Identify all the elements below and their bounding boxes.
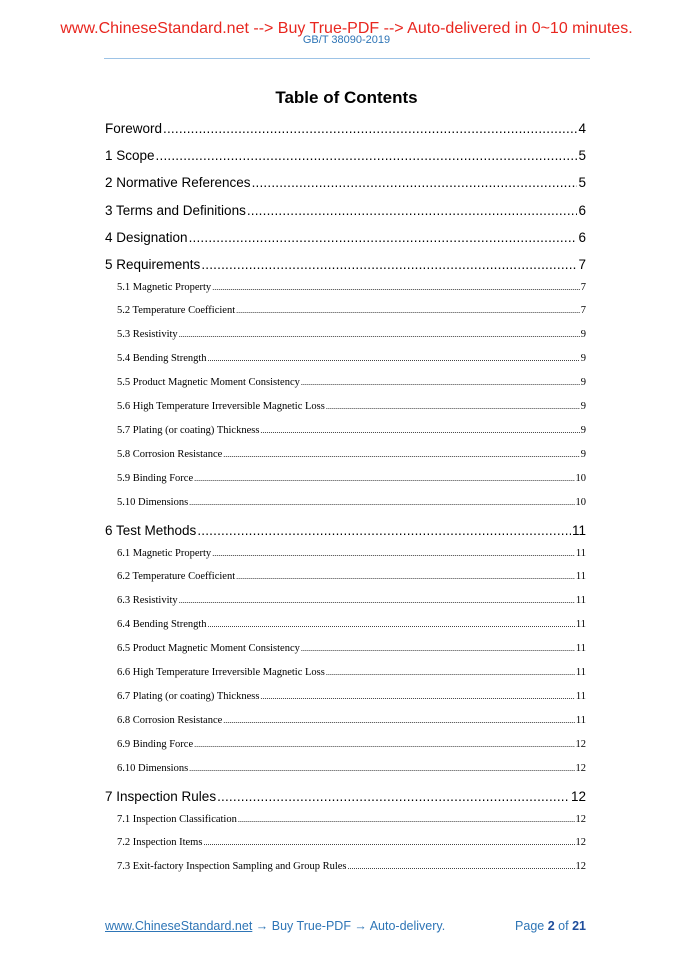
toc-entry-label: 3 Terms and Definitions	[105, 202, 246, 218]
toc-entry-label: 6.4 Bending Strength	[117, 619, 207, 631]
toc-entry-page: 11	[575, 690, 586, 702]
toc-entry-label: 7.1 Inspection Classification	[117, 813, 237, 825]
toc-entry-label: 5.10 Dimensions	[117, 496, 189, 508]
toc-entry-label: 2 Normative References	[105, 175, 251, 191]
toc-entry-page: 11	[575, 619, 586, 631]
toc-entry-label: 5.2 Temperature Coefficient	[117, 305, 236, 317]
toc-dot-leader	[223, 449, 579, 459]
toc-entry-label: 6.6 High Temperature Irreversible Magnetic Loss	[117, 667, 325, 678]
top-banner[interactable]: www.ChineseStandard.net --> Buy True-PDF --> Auto-delivered in 0~10 minutes.	[60, 20, 633, 37]
toc-entry-page: 6	[578, 202, 586, 218]
toc-entry-page: 11	[575, 714, 586, 726]
toc-section-entry[interactable]	[117, 548, 586, 560]
toc-entry-label: 5.7 Plating (or coating) Thickness	[117, 424, 260, 436]
toc-entry-page: 4	[578, 121, 586, 136]
toc-entry-label: 6.1 Magnetic Property	[117, 547, 212, 559]
toc-dot-leader	[212, 548, 575, 558]
toc-section-entry[interactable]	[117, 329, 586, 341]
toc-entry-page: 5	[578, 148, 586, 164]
toc-section-entry[interactable]	[117, 353, 586, 365]
toc-entry-label: 6.8 Corrosion Resistance	[117, 714, 223, 726]
toc-entry-page: 9	[580, 424, 586, 436]
toc-section-entry[interactable]	[117, 619, 586, 631]
toc-entry-label: Foreword	[105, 121, 163, 136]
toc-entry-label: 5.3 Resistivity	[117, 329, 178, 341]
toc-section-entry[interactable]	[117, 401, 586, 413]
toc-section-entry[interactable]	[117, 739, 586, 751]
toc-dot-leader	[301, 643, 575, 653]
footer-promo: → Buy True-PDF → Auto-delivery.	[255, 919, 446, 933]
toc-entry-page: 11	[575, 643, 586, 655]
toc-entry-page: 9	[580, 448, 586, 460]
toc-chapter-entry[interactable]	[105, 257, 586, 273]
toc-section-entry[interactable]	[117, 377, 586, 389]
standard-number: GB/T 38090-2019	[302, 34, 391, 46]
toc-dot-leader	[223, 715, 575, 725]
toc-chapter-entry[interactable]	[105, 121, 586, 137]
toc-section-entry[interactable]	[117, 449, 586, 461]
toc-entry-page: 11	[575, 571, 586, 583]
toc-entry-page: 11	[575, 595, 586, 607]
toc-entry-label: 7.3 Exit-factory Inspection Sampling and Group Rules	[117, 861, 347, 873]
toc-dot-leader	[179, 595, 575, 605]
toc-entry-label: 5 Requirements	[105, 257, 201, 272]
toc-entry-page: 11	[575, 547, 586, 559]
toc-entry-label: 4 Designation	[105, 229, 188, 245]
toc-section-entry[interactable]	[117, 305, 586, 317]
toc-chapter-entry[interactable]	[105, 203, 586, 219]
toc-entry-label: 6.9 Binding Force	[117, 738, 194, 750]
toc-dot-leader	[189, 763, 574, 773]
toc-dot-leader	[194, 473, 574, 483]
toc-entry-page: 5	[578, 175, 586, 191]
toc-section-entry[interactable]	[117, 667, 586, 679]
toc-entry-page: 9	[580, 377, 586, 389]
toc-dot-leader	[301, 377, 580, 387]
toc-dot-leader	[208, 619, 575, 629]
toc-dot-leader	[212, 282, 580, 292]
toc-entry-label: 5.5 Product Magnetic Moment Consistency	[117, 377, 300, 389]
toc-dot-leader	[201, 257, 577, 273]
toc-entry-label: 6.10 Dimensions	[117, 762, 189, 774]
current-page-number: 2	[547, 919, 555, 933]
toc-section-entry[interactable]	[117, 571, 586, 583]
toc-entry-page: 12	[575, 738, 586, 750]
toc-entry-label: 5.9 Binding Force	[117, 472, 194, 484]
toc-dot-leader	[236, 305, 580, 315]
toc-entry-label: 6.5 Product Magnetic Moment Consistency	[117, 643, 300, 655]
toc-section-entry[interactable]	[117, 497, 586, 509]
toc-dot-leader	[238, 814, 575, 824]
toc-dot-leader	[203, 837, 574, 847]
toc-dot-leader	[236, 571, 575, 581]
toc-chapter-entry[interactable]	[105, 148, 586, 164]
toc-entry-page: 6	[578, 229, 586, 245]
toc-title: Table of Contents	[275, 88, 418, 107]
toc-entry-page: 9	[580, 353, 586, 365]
toc-entry-page: 12	[575, 762, 586, 774]
toc-chapter-entry[interactable]	[105, 230, 586, 246]
toc-section-entry[interactable]	[117, 595, 586, 607]
toc-section-entry[interactable]	[117, 425, 586, 437]
toc-entry-label: 7.2 Inspection Items	[117, 837, 203, 849]
toc-section-entry[interactable]	[117, 814, 586, 826]
toc-entry-label: 6 Test Methods	[105, 523, 197, 538]
toc-section-entry[interactable]	[117, 837, 586, 849]
toc-dot-leader	[194, 739, 574, 749]
toc-dot-leader	[208, 353, 580, 363]
toc-entry-page: 9	[580, 329, 586, 341]
toc-dot-leader	[156, 148, 578, 164]
toc-entry-page: 7	[580, 281, 586, 293]
toc-dot-leader	[197, 523, 571, 539]
toc-section-entry[interactable]	[117, 691, 586, 703]
toc-dot-leader	[326, 667, 575, 677]
toc-chapter-entry[interactable]	[105, 789, 586, 805]
toc-entry-label: 5.1 Magnetic Property	[117, 281, 212, 293]
toc-section-entry[interactable]	[117, 763, 586, 775]
toc-entry-page: 9	[580, 401, 586, 412]
toc-entry-label: 5.6 High Temperature Irreversible Magnetic Loss	[117, 401, 325, 412]
toc-entry-page: 11	[571, 523, 586, 538]
toc-dot-leader	[179, 329, 580, 339]
toc-dot-leader	[189, 497, 574, 507]
toc-dot-leader	[326, 401, 580, 411]
toc-dot-leader	[189, 230, 578, 246]
toc-entry-label: 5.8 Corrosion Resistance	[117, 448, 223, 460]
page-indicator: Page 2 of 21	[515, 919, 586, 933]
toc-chapter-entry[interactable]	[105, 175, 586, 191]
toc-section-entry[interactable]	[117, 861, 586, 873]
toc-entry-page: 11	[575, 667, 586, 678]
toc-entry-page: 12	[575, 861, 586, 873]
toc-section-entry[interactable]	[117, 715, 586, 727]
toc-entry-page: 10	[575, 496, 586, 508]
toc-dot-leader	[252, 175, 578, 191]
toc-section-entry[interactable]	[117, 643, 586, 655]
toc-entry-label: 5.4 Bending Strength	[117, 353, 207, 365]
toc-dot-leader	[217, 789, 570, 805]
toc-chapter-entry[interactable]	[105, 523, 586, 539]
toc-entry-page: 12	[570, 789, 586, 804]
toc-entry-label: 6.7 Plating (or coating) Thickness	[117, 690, 260, 702]
toc-dot-leader	[163, 121, 577, 137]
footer-site-link[interactable]: www.ChineseStandard.net	[105, 919, 253, 933]
toc-entry-page: 12	[575, 837, 586, 849]
total-page-number: 21	[572, 919, 586, 933]
toc-dot-leader	[260, 425, 579, 435]
toc-entry-label: 6.2 Temperature Coefficient	[117, 571, 236, 583]
toc-section-entry[interactable]	[117, 473, 586, 485]
toc-entry-page: 7	[578, 257, 586, 272]
toc-dot-leader	[348, 861, 575, 871]
toc-dot-leader	[260, 691, 574, 701]
toc-entry-page: 10	[575, 472, 586, 484]
toc-dot-leader	[247, 203, 578, 219]
toc-entry-page: 7	[580, 305, 586, 317]
toc-section-entry[interactable]	[117, 282, 586, 294]
toc-entry-label: 7 Inspection Rules	[105, 789, 217, 804]
toc-entry-label: 1 Scope	[105, 148, 155, 164]
toc-entry-label: 6.3 Resistivity	[117, 595, 178, 607]
toc-entry-page: 12	[575, 813, 586, 825]
page-footer	[105, 918, 586, 934]
